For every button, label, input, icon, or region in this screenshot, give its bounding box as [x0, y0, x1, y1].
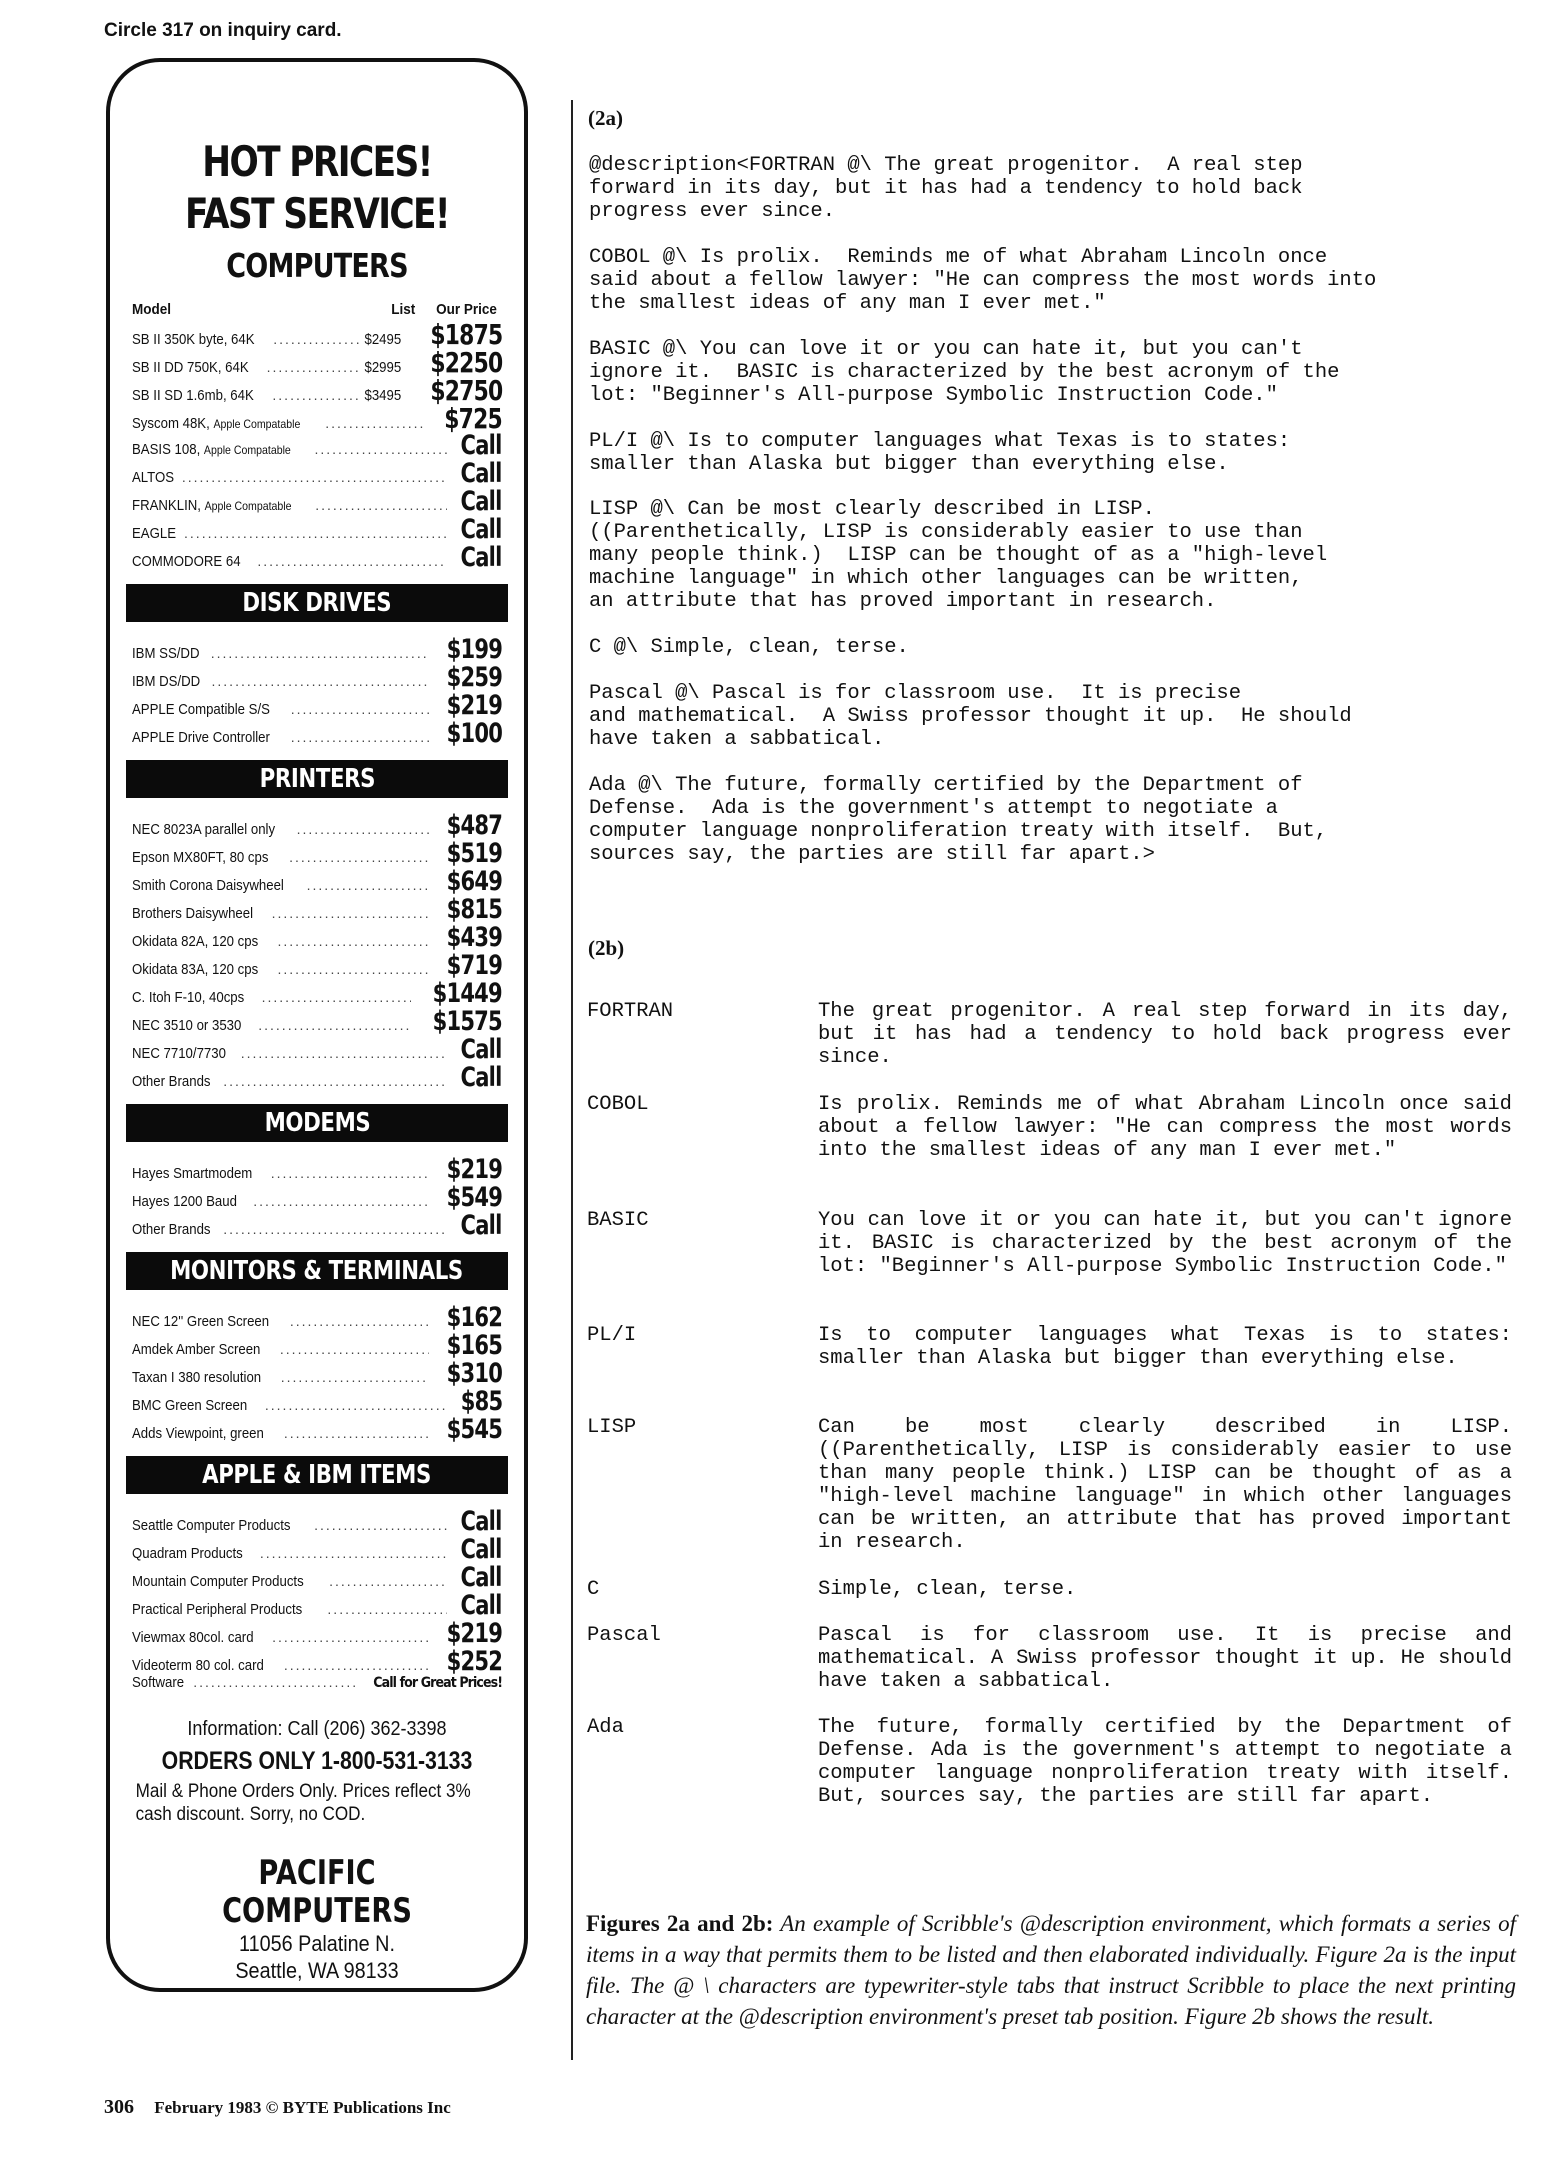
company-name-line2: COMPUTERS	[222, 1891, 412, 1931]
input-paragraph: LISP @\ Can be most clearly described in LISP. ((Parenthetically, LISP is considerably easier to use than many people think.) LISP can be thought of as a "high-level machine language" in which other languages can be written, an attribute that has proved important in research.	[589, 498, 1328, 613]
product-row	[132, 1358, 502, 1389]
section-header	[126, 584, 508, 622]
description-text: Can be most clearly described in LISP. ((Parenthetically, LISP is considerably easier to use than many people think.) LISP can be thought of as a "high-level machine language" in which other languages can be written, an attribute that has proved important in research.	[818, 1416, 1512, 1554]
product-name: APPLE Drive Controller	[132, 729, 270, 746]
section-header	[126, 1456, 508, 1494]
product-row	[132, 1330, 502, 1361]
column-model: Model	[132, 301, 172, 318]
info-phone: Information: Call (206) 362-3398	[187, 1718, 447, 1740]
product-name: BMC Green Screen	[132, 1397, 248, 1414]
figure-caption	[586, 1908, 1516, 2032]
our-price: $725	[444, 402, 502, 435]
dot-leader	[284, 1657, 429, 1673]
product-name: NEC 7710/7730	[132, 1045, 226, 1062]
product-name: NEC 3510 or 3530	[132, 1017, 242, 1034]
product-name: Software	[132, 1674, 185, 1691]
dot-leader	[277, 933, 428, 949]
product-name: Smith Corona Daisywheel	[132, 877, 284, 894]
dot-leader	[315, 497, 447, 513]
our-price: Call	[461, 458, 502, 489]
our-price: Call for Great Prices!	[373, 1675, 502, 1691]
input-paragraph: @description<FORTRAN @\ The great progenitor. A real step forward in its day, but it has had a tendency to hold back progress ever since.	[589, 154, 1303, 223]
list-price: $3495	[364, 387, 402, 404]
product-row	[132, 1182, 502, 1213]
product-row	[132, 1618, 502, 1649]
section-header	[126, 1252, 508, 1290]
computer-row	[132, 374, 502, 407]
inquiry-note: Circle 317 on inquiry card.	[104, 20, 342, 41]
page-footer	[104, 2096, 451, 2119]
product-name: Hayes 1200 Baud	[132, 1193, 237, 1210]
our-price: Call	[461, 430, 502, 461]
product-row	[132, 1562, 502, 1593]
product-name: FRANKLIN, Apple Compatable	[132, 497, 292, 514]
description-text: Is to computer languages what Texas is to states: smaller than Alaska but bigger than everything else.	[818, 1324, 1512, 1370]
product-row	[132, 1302, 502, 1333]
our-price: $162	[446, 1302, 502, 1333]
our-price: $1875	[429, 318, 502, 351]
product-row	[132, 1674, 502, 1702]
product-row	[132, 1034, 502, 1065]
input-paragraph: PL/I @\ Is to computer languages what Texas is to states: smaller than Alaska but bigger than everything else.	[589, 430, 1291, 476]
address-city: Seattle, WA 98133	[235, 1958, 399, 1983]
our-price: $439	[446, 922, 502, 953]
product-row	[132, 978, 502, 1009]
description-text: You can love it or you can hate it, but you can't ignore it. BASIC is characterized by the best acronym of the lot: "Beginner's All-purpose Symbolic Instruction Code."	[818, 1209, 1512, 1278]
dot-leader	[290, 1313, 429, 1329]
dot-leader	[260, 1545, 448, 1561]
page-number: 306	[104, 2096, 134, 2118]
dot-leader	[325, 415, 426, 431]
dot-leader	[291, 701, 429, 717]
product-name: SB II 350K byte, 64K	[132, 331, 255, 348]
product-name: Hayes Smartmodem	[132, 1165, 253, 1182]
address-street: 11056 Palatine N.	[239, 1931, 395, 1956]
our-price: $219	[446, 1618, 502, 1649]
computer-row	[132, 458, 502, 489]
product-name: C. Itoh F-10, 40cps	[132, 989, 245, 1006]
dot-leader	[211, 645, 429, 661]
product-sections	[132, 584, 502, 1702]
dot-leader	[272, 387, 359, 403]
product-name: Taxan I 380 resolution	[132, 1369, 262, 1386]
dot-leader	[297, 821, 429, 837]
section-title: MODEMS	[264, 1108, 370, 1138]
our-price: $199	[446, 634, 502, 665]
product-name: Epson MX80FT, 80 cps	[132, 849, 269, 866]
column-divider	[571, 100, 573, 2060]
product-name: SB II DD 750K, 64K	[132, 359, 249, 376]
our-price: $310	[446, 1358, 502, 1389]
product-note: Apple Compatable	[203, 443, 291, 457]
product-name: Mountain Computer Products	[132, 1573, 304, 1590]
dot-leader	[262, 989, 412, 1005]
our-price: $2250	[429, 346, 502, 379]
dot-leader	[258, 1017, 411, 1033]
dot-leader	[280, 1341, 429, 1357]
dot-leader	[253, 1193, 429, 1209]
company-address	[151, 1930, 484, 1984]
dot-leader	[273, 331, 360, 347]
ad-headline-line2: FAST SERVICE!	[184, 189, 450, 238]
product-name: Other Brands	[132, 1073, 211, 1090]
product-row	[132, 810, 502, 841]
input-paragraph: Ada @\ The future, formally certified by the Department of Defense. Ada is the government's attempt to negotiate a computer language nonproliferation treaty with itself. But, sources say, the parties are still far apart.>	[589, 774, 1328, 866]
caption-lead: Figures 2a and 2b:	[586, 1911, 774, 1936]
ad-headline-line1: HOT PRICES!	[202, 137, 432, 186]
dot-leader	[307, 877, 429, 893]
product-row	[132, 1414, 502, 1445]
description-term: Pascal	[587, 1624, 661, 1647]
computer-row	[132, 318, 502, 351]
our-price: $1575	[432, 1006, 502, 1037]
our-price: Call	[461, 1034, 502, 1065]
our-price: $649	[446, 866, 502, 897]
description-text: Is prolix. Reminds me of what Abraham Lincoln once said about a fellow lawyer: "He can compress the most words into the smallest ideas of any man I ever met."	[818, 1093, 1512, 1162]
our-price: $719	[446, 950, 502, 981]
product-name: NEC 8023A parallel only	[132, 821, 276, 838]
product-row	[132, 690, 502, 721]
list-price: $2495	[364, 331, 402, 348]
dot-leader	[314, 1517, 447, 1533]
dot-leader	[223, 1073, 447, 1089]
description-term: C	[587, 1578, 600, 1601]
product-name: Okidata 83A, 120 cps	[132, 961, 259, 978]
product-name: Syscom 48K, Apple Compatable	[132, 415, 301, 432]
mail-notice: Mail & Phone Orders Only. Prices reflect 3% cash discount. Sorry, no COD.	[135, 1781, 471, 1825]
input-paragraph: BASIC @\ You can love it or you can hate it, but you can't ignore it. BASIC is characterized by the best acronym of the lot: "Beginner's All-purpose Symbolic Instruction Code."	[589, 338, 1340, 407]
product-name: Seattle Computer Products	[132, 1517, 291, 1534]
product-name: IBM DS/DD	[132, 673, 201, 690]
computer-row	[132, 486, 502, 517]
product-name: Amdek Amber Screen	[132, 1341, 261, 1358]
product-note: Apple Compatable	[204, 499, 292, 513]
our-price: $165	[446, 1330, 502, 1361]
our-price: $100	[446, 718, 502, 749]
our-price: $2750	[429, 374, 502, 407]
our-price: Call	[461, 486, 502, 517]
dot-leader	[277, 961, 428, 977]
computers-price-list	[132, 318, 502, 573]
product-row	[132, 1386, 502, 1417]
ad-headline	[165, 136, 468, 240]
our-price: Call	[461, 1506, 502, 1537]
list-price: $2995	[364, 359, 402, 376]
figure-2a-label: (2a)	[588, 106, 623, 130]
product-row	[132, 866, 502, 897]
caption-text: An example of Scribble's @description environment, which formats a series of items in a way that permits them to be listed and then elaborated individually. Figure 2a is the input file. The @ \ characters are typewriter-style tabs that instruct Scribble to place the next printing character at the @description environment's preset tab position. Figure 2b shows the result.	[586, 1911, 1516, 2029]
product-row	[132, 1534, 502, 1565]
input-paragraph: Pascal @\ Pascal is for classroom use. It is precise and mathematical. A Swiss professor thought it up. He should have taken a sabbatical.	[589, 682, 1352, 751]
description-text: Simple, clean, terse.	[818, 1578, 1077, 1601]
our-price: Call	[461, 1590, 502, 1621]
our-price: $519	[446, 838, 502, 869]
figure-2b-label: (2b)	[588, 936, 625, 960]
product-row	[132, 662, 502, 693]
product-name: Other Brands	[132, 1221, 211, 1238]
our-price: Call	[461, 1062, 502, 1093]
our-price: Call	[461, 1534, 502, 1565]
description-text: The future, formally certified by the Department of Defense. Ada is the government's attempt to negotiate a computer language nonproliferation treaty with itself. But, sources say, the parties are still far apart.	[818, 1716, 1512, 1808]
column-our-price: Our Price	[436, 301, 497, 318]
dot-leader	[241, 1045, 448, 1061]
our-price: $219	[446, 1154, 502, 1185]
our-price: $487	[446, 810, 502, 841]
our-price: $1449	[432, 978, 502, 1009]
our-price: $85	[460, 1386, 502, 1417]
description-term: PL/I	[587, 1324, 637, 1347]
dot-leader	[291, 729, 429, 745]
company-name-line1: PACIFIC	[258, 1853, 376, 1893]
dot-leader	[289, 849, 429, 865]
product-row	[132, 838, 502, 869]
product-row	[132, 1006, 502, 1037]
product-row	[132, 1590, 502, 1621]
product-row	[132, 1154, 502, 1185]
product-row	[132, 1210, 502, 1241]
our-price: $815	[446, 894, 502, 925]
our-price: Call	[461, 1210, 502, 1241]
product-row	[132, 922, 502, 953]
input-paragraph: COBOL @\ Is prolix. Reminds me of what Abraham Lincoln once said about a fellow lawyer: "He can compress the most words into the smallest ideas of any man I ever met."	[589, 246, 1377, 315]
section-header	[126, 760, 508, 798]
company-name	[169, 1854, 465, 1930]
product-name: Okidata 82A, 120 cps	[132, 933, 259, 950]
description-text: The great progenitor. A real step forward in its day, but it has had a tendency to hold back progress ever since.	[818, 1000, 1512, 1069]
input-paragraph: C @\ Simple, clean, terse.	[589, 636, 909, 659]
description-term: Ada	[587, 1716, 624, 1739]
our-price: Call	[461, 514, 502, 545]
product-name: COMMODORE 64	[132, 553, 241, 570]
product-name: Quadram Products	[132, 1545, 243, 1562]
section-title: MONITORS & TERMINALS	[170, 1256, 464, 1286]
computers-heading: COMPUTERS	[226, 246, 408, 285]
section-title: DISK DRIVES	[242, 588, 392, 618]
our-price: $259	[446, 662, 502, 693]
product-row	[132, 1506, 502, 1537]
product-row	[132, 718, 502, 749]
section-header	[126, 1104, 508, 1142]
section-title: APPLE & IBM ITEMS	[202, 1460, 432, 1490]
description-term: FORTRAN	[587, 1000, 674, 1023]
dot-leader	[223, 1221, 447, 1237]
dot-leader	[284, 1425, 429, 1441]
product-name: Brothers Daisywheel	[132, 905, 254, 922]
computer-row	[132, 514, 502, 545]
product-name: IBM SS/DD	[132, 645, 200, 662]
product-name: Adds Viewpoint, green	[132, 1425, 264, 1442]
product-name: APPLE Compatible S/S	[132, 701, 270, 718]
product-name: Viewmax 80col. card	[132, 1629, 254, 1646]
dot-leader	[257, 553, 447, 569]
product-name: SB II SD 1.6mb, 64K	[132, 387, 254, 404]
our-price: Call	[461, 542, 502, 573]
product-name: ALTOS	[132, 469, 175, 486]
product-name: EAGLE	[132, 525, 177, 542]
footer-text: February 1983 © BYTE Publications Inc	[154, 2098, 451, 2117]
product-row	[132, 894, 502, 925]
product-name: BASIS 108, Apple Compatable	[132, 441, 291, 458]
dot-leader	[265, 1397, 447, 1413]
our-price: $545	[446, 1414, 502, 1445]
product-note: Apple Compatable	[213, 417, 301, 431]
description-term: LISP	[587, 1416, 637, 1439]
our-price: Call	[461, 1562, 502, 1593]
description-text: Pascal is for classroom use. It is precise and mathematical. A Swiss professor thought it up. He should have taken a sabbatical.	[818, 1624, 1512, 1693]
description-term: COBOL	[587, 1093, 649, 1116]
product-row	[132, 1062, 502, 1093]
our-price: $549	[446, 1182, 502, 1213]
product-row	[132, 950, 502, 981]
orders-phone: ORDERS ONLY 1-800-531-3133	[161, 1747, 473, 1775]
computer-row	[132, 402, 502, 435]
product-name: NEC 12'' Green Screen	[132, 1313, 270, 1330]
dot-leader	[267, 359, 360, 375]
dot-leader	[193, 1674, 357, 1690]
our-price: $219	[446, 690, 502, 721]
dot-leader	[212, 673, 429, 689]
product-name: Practical Peripheral Products	[132, 1601, 303, 1618]
product-row	[132, 634, 502, 665]
dot-leader	[281, 1369, 429, 1385]
dot-leader	[329, 1573, 447, 1589]
section-title: PRINTERS	[259, 764, 375, 794]
computer-row	[132, 346, 502, 379]
computer-row	[132, 542, 502, 573]
our-price: $252	[446, 1646, 502, 1677]
dot-leader	[314, 441, 447, 457]
description-term: BASIC	[587, 1209, 649, 1232]
dot-leader	[272, 905, 429, 921]
advertisement-box	[106, 58, 528, 1992]
column-list: List	[391, 301, 416, 318]
product-row	[132, 1646, 502, 1677]
dot-leader	[184, 525, 447, 541]
dot-leader	[327, 1601, 447, 1617]
dot-leader	[271, 1165, 429, 1181]
product-name: Videoterm 80 col. card	[132, 1657, 264, 1674]
dot-leader	[182, 469, 448, 485]
dot-leader	[272, 1629, 429, 1645]
price-column-header	[132, 301, 502, 318]
